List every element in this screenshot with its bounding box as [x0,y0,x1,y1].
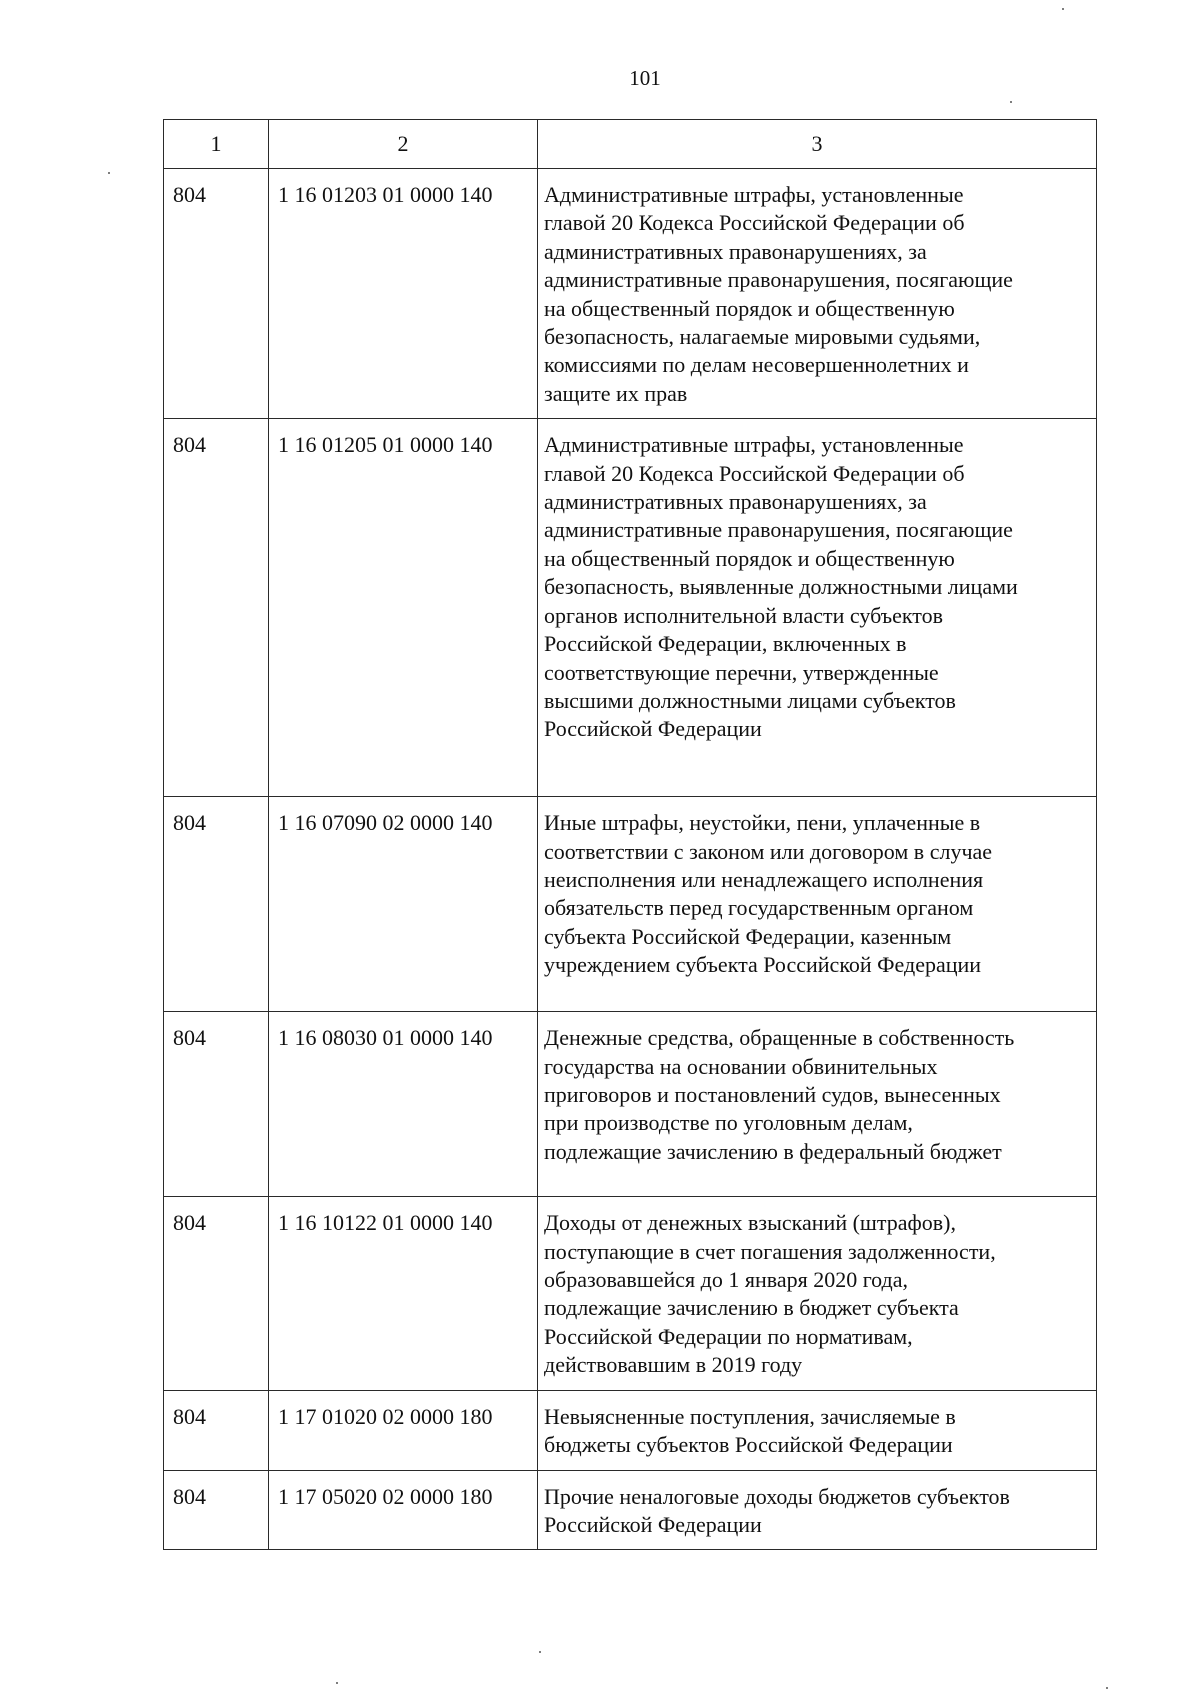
description-cell [538,797,1097,1012]
scan-speck [1010,101,1012,103]
description-line: соответствующие перечни, утвержденные [544,659,939,685]
kbk-code-cell: 1 16 07090 02 0000 140 [269,797,538,1012]
description-line: комиссиями по делам несовершеннолетних и [544,352,969,378]
description-cell [538,1012,1097,1197]
description-line: соответствии с законом или договором в случае [544,838,993,864]
column-header-2: 2 [269,120,538,169]
description-line: административные правонарушения, посягающие [544,517,1013,543]
description-line: административные правонарушения, посягающие [544,267,1013,293]
description-cell [538,1470,1097,1550]
description-line: Российской Федерации по нормативам, [544,1323,913,1349]
kbk-code-cell: 1 17 01020 02 0000 180 [269,1390,538,1470]
admin-code-cell: 804 [164,169,269,419]
description-line: административных правонарушениях, за [544,489,927,515]
table-body [164,169,1097,1550]
column-header-3: 3 [538,120,1097,169]
scan-speck [1062,8,1064,10]
table-header [164,120,1097,169]
kbk-code-cell: 1 16 01205 01 0000 140 [269,419,538,797]
description-line: Доходы от денежных взысканий (штрафов), [544,1210,956,1236]
table-row [164,419,1097,797]
admin-code-cell: 804 [164,1197,269,1390]
scan-speck [539,1651,541,1653]
admin-code-cell: 804 [164,797,269,1012]
table-row [164,1012,1097,1197]
kbk-code-cell: 1 17 05020 02 0000 180 [269,1470,538,1550]
description-line: безопасность, налагаемые мировыми судьями, [544,324,981,350]
scan-speck [1106,1687,1108,1689]
description-line: главой 20 Кодекса Российской Федерации об [544,460,965,486]
description-line: действовавшим в 2019 году [544,1352,803,1378]
description-line: на общественный порядок и общественную [544,545,955,571]
description-line: административных правонарушениях, за [544,238,927,264]
description-cell [538,419,1097,797]
description-line: Российской Федерации [544,716,762,742]
description-line: главой 20 Кодекса Российской Федерации об [544,210,965,236]
description-cell [538,1390,1097,1470]
description-line: подлежащие зачислению в федеральный бюджет [544,1138,1002,1164]
table-row [164,797,1097,1012]
table-row [164,1470,1097,1550]
description-line: поступающие в счет погашения задолженности, [544,1238,996,1264]
description-line: Российской Федерации [544,1511,762,1537]
description-line: учреждением субъекта Российской Федерации [544,952,982,978]
description-line: безопасность, выявленные должностными лицами [544,574,1018,600]
table-row [164,1197,1097,1390]
description-line: при производстве по уголовным делам, [544,1110,913,1136]
description-line: высшими должностными лицами субъектов [544,687,956,713]
table-row [164,169,1097,419]
description-line: Российской Федерации, включенных в [544,631,907,657]
description-line: бюджеты субъектов Российской Федерации [544,1432,953,1458]
admin-code-cell: 804 [164,1390,269,1470]
kbk-code-cell: 1 16 10122 01 0000 140 [269,1197,538,1390]
description-line: Прочие неналоговые доходы бюджетов субъектов [544,1483,1010,1509]
table-row [164,1390,1097,1470]
admin-code-cell: 804 [164,419,269,797]
description-cell [538,169,1097,419]
header-row [164,120,1097,169]
description-line: Невыясненные поступления, зачисляемые в [544,1403,956,1429]
description-line: субъекта Российской Федерации, казенным [544,923,952,949]
description-line: органов исполнительной власти субъектов [544,602,944,628]
description-line: на общественный порядок и общественную [544,295,955,321]
kbk-code-cell: 1 16 01203 01 0000 140 [269,169,538,419]
description-line: обязательств перед государственным органом [544,895,974,921]
description-line: неисполнения или ненадлежащего исполнения [544,867,984,893]
admin-code-cell: 804 [164,1012,269,1197]
scan-speck [336,1682,338,1684]
description-line: приговоров и постановлений судов, вынесенных [544,1082,1001,1108]
column-header-1: 1 [164,120,269,169]
admin-code-cell: 804 [164,1470,269,1550]
description-line: образовавшейся до 1 января 2020 года, [544,1267,908,1293]
description-line: Административные штрафы, установленные [544,182,964,207]
description-line: защите их прав [544,380,688,406]
scan-speck [108,172,110,174]
description-line: государства на основании обвинительных [544,1053,938,1079]
description-line: Административные штрафы, установленные [544,432,964,458]
page-number: 101 [629,66,661,90]
kbk-code-cell: 1 16 08030 01 0000 140 [269,1012,538,1197]
description-line: Иные штрафы, неустойки, пени, уплаченные в [544,810,981,836]
description-line: Денежные средства, обращенные в собственность [544,1025,1015,1051]
description-cell [538,1197,1097,1390]
budget-classification-table [163,119,1097,1550]
description-line: подлежащие зачислению в бюджет субъекта [544,1295,959,1321]
